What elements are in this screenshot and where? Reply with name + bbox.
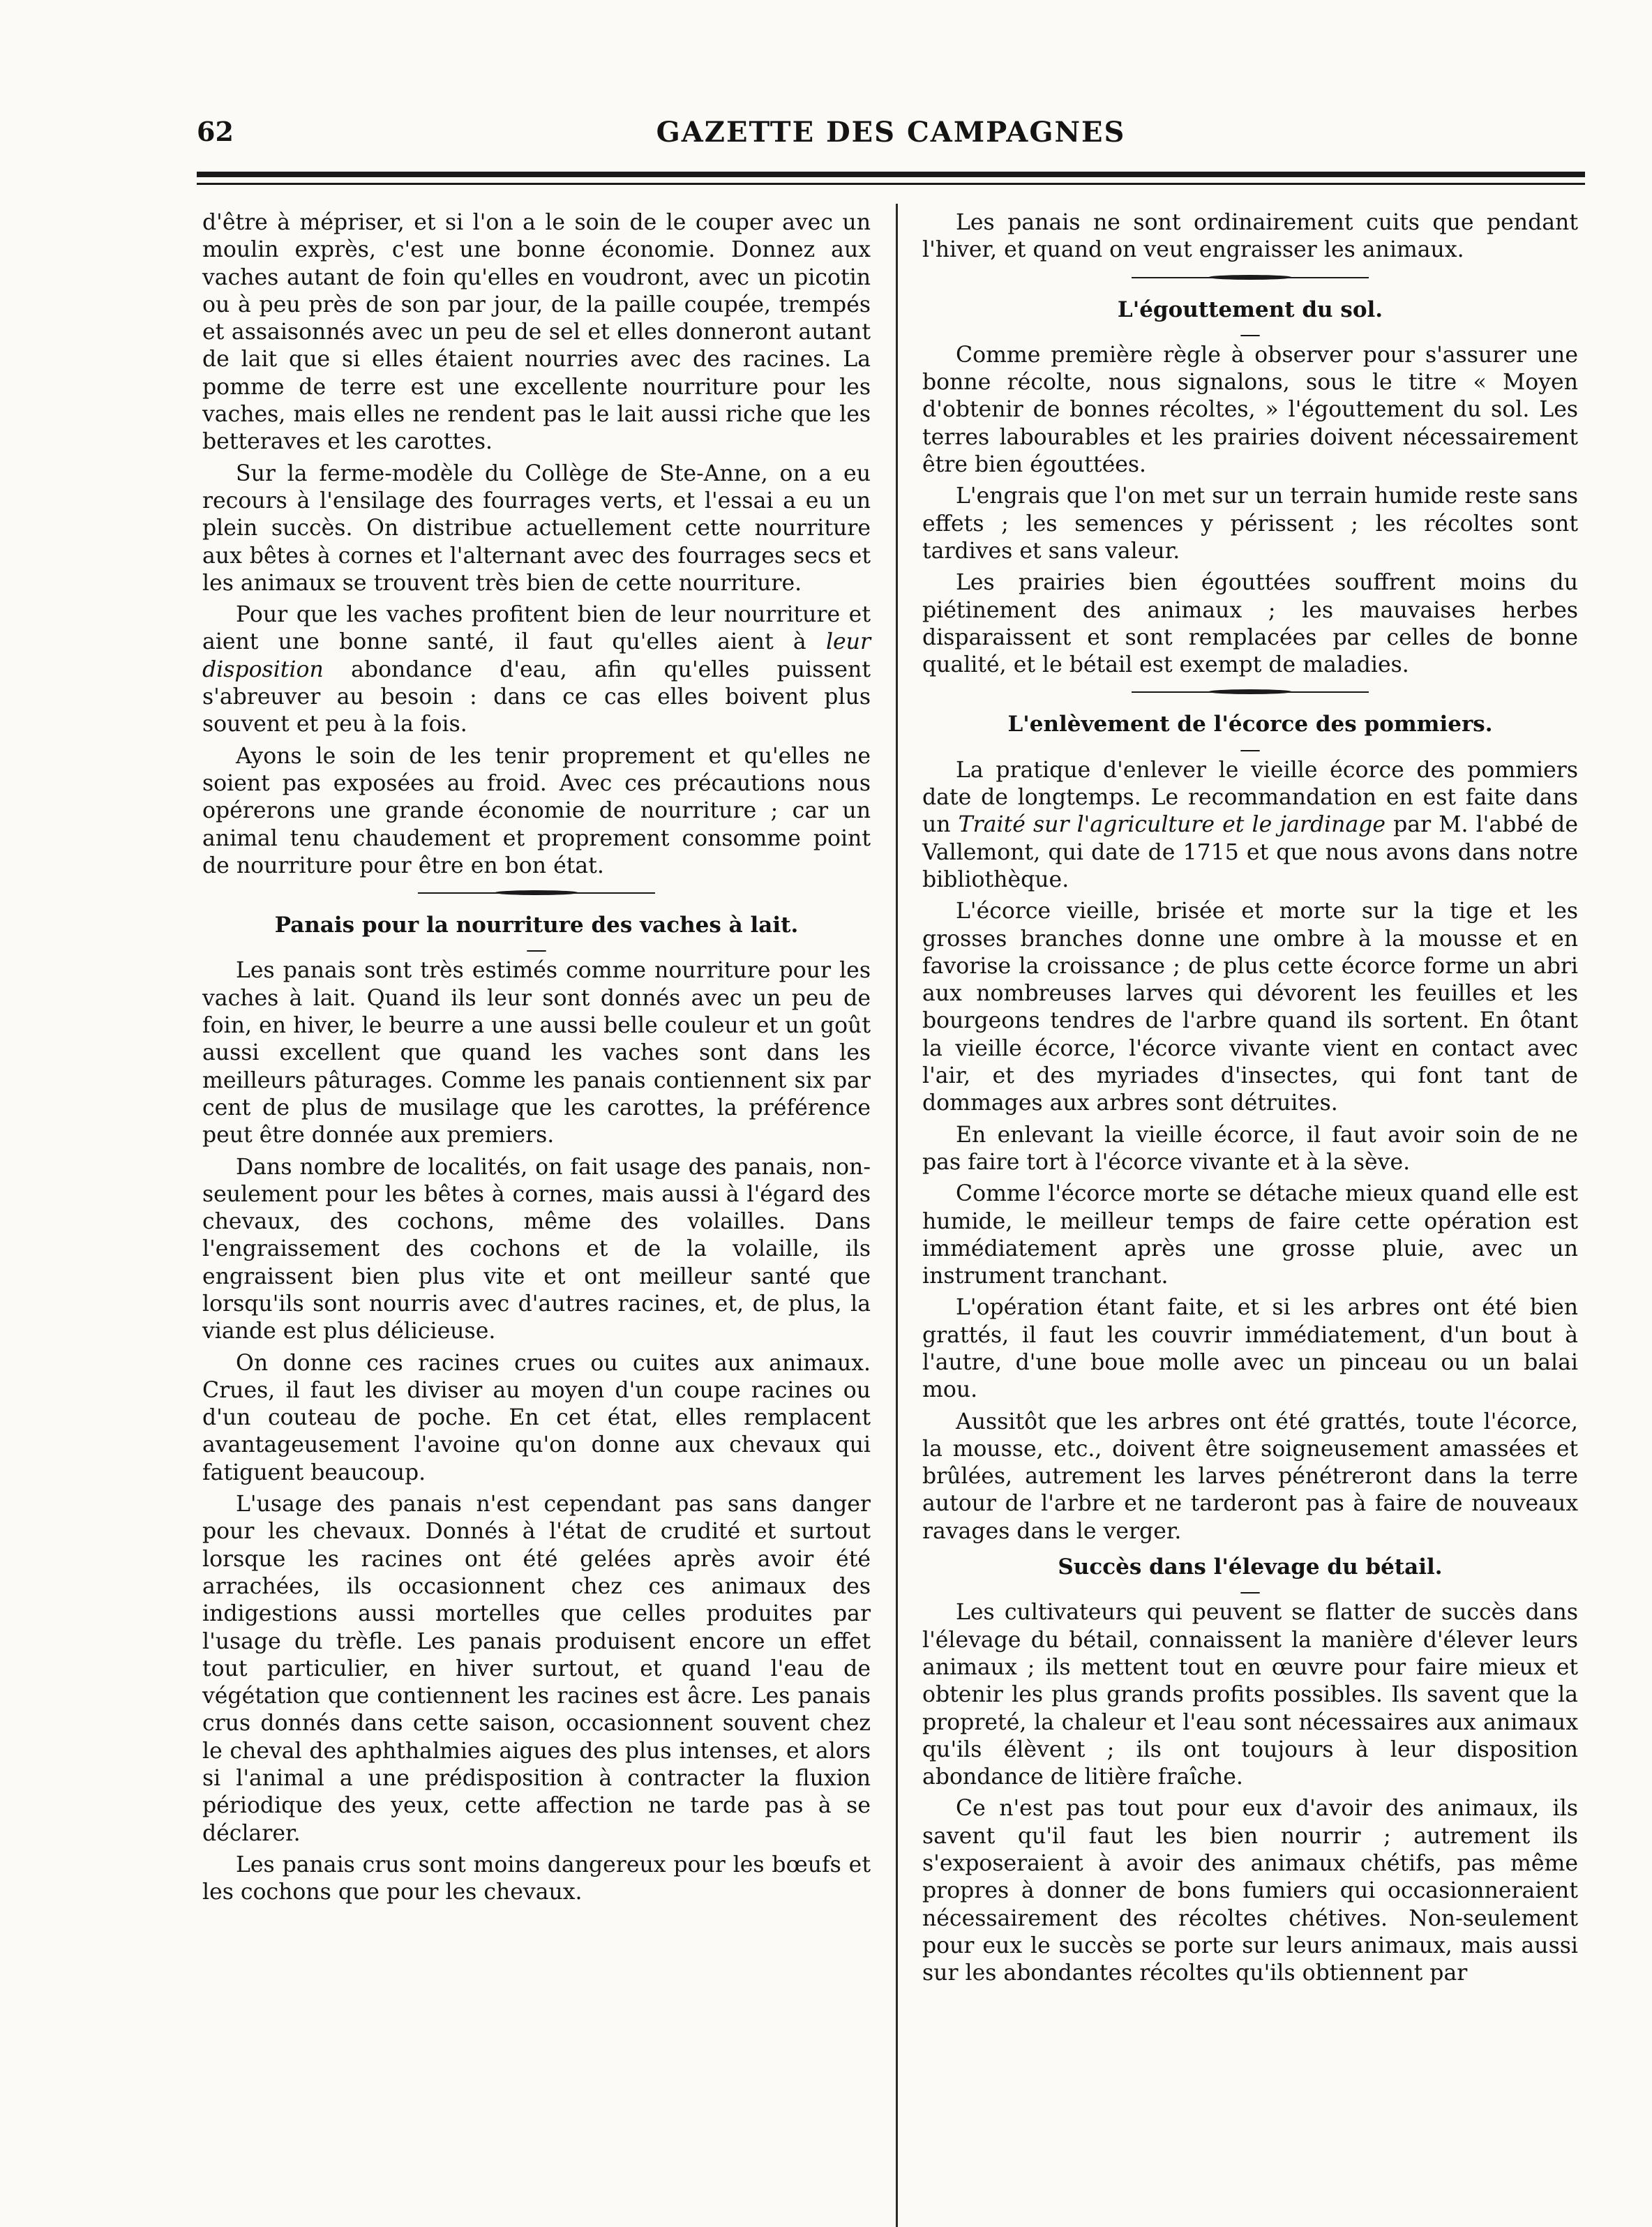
italic-book-title: Traité sur l'agriculture et le jardinage	[958, 812, 1386, 838]
paragraph: Sur la ferme-modèle du Collège de Ste-Anne, on a eu recours à l'ensilage des fourrages verts, et l'essai a eu un plein succès. On distribue actuellement cette nourriture aux bêtes à cornes et l'alternant avec des fourrages secs et les animaux se trouvent très bien de cette nourriture.	[202, 460, 871, 596]
paragraph: L'usage des panais n'est cependant pas sans danger pour les chevaux. Donnés à l'état de crudité et surtout lorsque les racines ont été gelées après avoir été arrachées, ils occasionnent chez ces animaux des indigestions aussi mortelles que celles produites par l'usage du trèfle. Les panais produisent encore un effet tout particulier, en hiver surtout, et quand l'eau de végétation que contiennent les racines est âcre. Les panais crus donnés dans cette saison, occasionnent souvent chez le cheval des aphthalmies aigues des plus intenses, et alors si l'animal a une prédisposition à contracter la fluxion périodique des yeux, cette affection ne tarde pas à se déclarer.	[202, 1492, 871, 1846]
paragraph: On donne ces racines crues ou cuites aux animaux. Crues, il faut les diviser au moyen d'un coupe racines ou d'un couteau de poche. En cet état, elles remplacent avantageusement l'avoine qu'on donne aux chevaux qui fatiguent beaucoup.	[202, 1350, 871, 1485]
title-dash: —	[1240, 322, 1261, 347]
right-column	[922, 209, 1578, 1992]
paragraph: L'écorce vieille, brisée et morte sur la tige et les grosses branches donne une ombre à la mousse et en favorise la croissance ; de plus cette écorce forme un abri aux nombreuses larves qui dévorent les feuilles et les bourgeons tendres de l'arbre quand ils sortent. En ôtant la vieille écorce, l'écorce vivante vient en contact avec l'air, et des myriades d'insectes, qui font tant de dommages aux arbres sont détruites.	[922, 899, 1578, 1116]
paragraph: Les prairies bien égouttées souffrent moins du piétinement des animaux ; les mauvaises herbes disparaissent et sont remplacées par celles de bonne qualité, et le bétail est exempt de maladies.	[922, 570, 1578, 678]
italic-phrase: leur disposition	[202, 629, 871, 682]
paragraph: Ayons le soin de les tenir proprement et qu'elles ne soient pas exposées au froid. Avec ces précautions nous opérerons une grande économie de nourriture ; car un animal tenu chaudement et proprement consomme point de nourriture pour être en bon état.	[202, 743, 871, 878]
paragraph: La pratique d'enlever le vieille écorce des pommiers date de longtemps. Le recommandation en est faite dans un Traité sur l'agriculture et le jardinage par M. l'abbé de Vallemont, qui date de 1715 et que nous avons dans notre bibliothèque.	[922, 757, 1578, 892]
paragraph: Comme l'écorce morte se détache mieux quand elle est humide, le meilleur temps de faire cette opération est immédiatement après une grosse pluie, avec un instrument tranchant.	[922, 1181, 1578, 1289]
paragraph: En enlevant la vieille écorce, il faut avoir soin de ne pas faire tort à l'écorce vivante et à la sève.	[922, 1122, 1578, 1175]
paragraph: Aussitôt que les arbres ont été grattés, toute l'écorce, la mousse, etc., doivent être soigneusement amassées et brûlées, autrement les larves pénétreront dans la terre autour de l'arbre et ne tarderont pas à faire de nouveaux ravages dans le verger.	[922, 1409, 1578, 1544]
paragraph: Pour que les vaches profitent bien de leur nourriture et aient une bonne santé, il faut qu'elles aient à leur disposition abondance d'eau, afin qu'elles puissent s'abreuver au besoin : dans ce cas elles boivent plus souvent et peu à la fois.	[202, 602, 871, 737]
running-title: GAZETTE DES CAMPAGNES	[656, 116, 1126, 149]
title-dash: —	[1240, 1580, 1261, 1605]
paragraph: Les panais crus sont moins dangereux pour les bœufs et les cochons que pour les chevaux.	[202, 1852, 871, 1905]
section-divider-ornament	[1132, 689, 1369, 696]
header-rule-thin	[197, 183, 1585, 185]
paragraph: Les panais sont très estimés comme nourriture pour les vaches à lait. Quand ils leur sont donnés avec un peu de foin, en hiver, le beurre a une aussi belle couleur et un goût aussi excellent que quand les vaches sont dans les meilleurs pâturages. Comme les panais contiennent six par cent de plus de musilage que les carottes, la préférence peut être donnée aux premiers.	[202, 958, 871, 1148]
header-rule-thick	[197, 172, 1585, 177]
column-rule	[896, 204, 898, 2227]
paragraph: L'engrais que l'on met sur un terrain humide reste sans effets ; les semences y périssent ; les récoltes sont tardives et sans valeur.	[922, 483, 1578, 564]
left-column	[202, 209, 871, 1911]
paragraph: Ce n'est pas tout pour eux d'avoir des animaux, ils savent qu'il faut les bien nourrir ; autrement ils s'exposeraient à avoir des animaux chétifs, pas même propres à donner de bons fumiers qui occasionneraient nécessairement des récoltes chétives. Non-seulement pour eux le succès se porte sur leurs animaux, mais aussi sur les abondantes récoltes qu'ils obtiennent par	[922, 1796, 1578, 1986]
title-dash: —	[526, 938, 547, 963]
section-title-succes: Succès dans l'élevage du bétail.	[1058, 1554, 1443, 1580]
paragraph: d'être à mépriser, et si l'on a le soin de le couper avec un moulin exprès, c'est une bonne économie. Donnez aux vaches autant de foin qu'elles en voudront, avec un picotin ou à peu près de son par jour, de la paille coupée, trempés et assaisonnés avec un peu de sel et elles donneront autant de lait que si elles étaient nourries avec des racines. La pomme de terre est une excellente nourriture pour les vaches, mais elles ne rendent pas le lait aussi riche que les betteraves et les carottes.	[202, 210, 871, 455]
paragraph: Dans nombre de localités, on fait usage des panais, non-seulement pour les bêtes à cornes, mais aussi à l'égard des chevaux, des cochons, même des volailles. Dans l'engraissement des cochons et de la volaille, ils engraissent bien plus vite et ont meilleur santé que lorsqu'ils sont nourris avec d'autres racines, et, de plus, la viande est plus délicieuse.	[202, 1154, 871, 1344]
section-divider-ornament	[1132, 274, 1369, 281]
paragraph: Les cultivateurs qui peuvent se flatter de succès dans l'élevage du bétail, connaissent la manière d'élever leurs animaux ; ils mettent tout en œuvre pour faire mieux et obtenir les plus grands profits possibles. Ils savent que la propreté, la chaleur et l'eau sont nécessaires aux animaux qu'ils élèvent ; ils ont toujours à leur disposition abondance de litière fraîche.	[922, 1600, 1578, 1790]
section-title-ecorce: L'enlèvement de l'écorce des pommiers.	[1007, 712, 1493, 737]
title-dash: —	[1240, 737, 1261, 762]
page-header	[197, 112, 1585, 153]
paragraph: L'opération étant faite, et si les arbres ont été bien grattés, il faut les couvrir immédiatement, d'un bout à l'autre, d'une boue molle avec un pinceau ou un balai mou.	[922, 1295, 1578, 1403]
section-title-egouttement: L'égouttement du sol.	[1117, 297, 1383, 322]
paragraph: Comme première règle à observer pour s'assurer une bonne récolte, nous signalons, sous le titre « Moyen d'obtenir de bonnes récoltes, » l'égouttement du sol. Les terres labourables et les prairies doivent nécessairement être bien égouttées.	[922, 342, 1578, 478]
page-number: 62	[197, 116, 234, 147]
paragraph: Les panais ne sont ordinairement cuits que pendant l'hiver, et quand on veut engraisser les animaux.	[922, 210, 1578, 263]
section-title-panais: Panais pour la nourriture des vaches à lait.	[274, 913, 799, 938]
section-divider-ornament	[418, 890, 655, 897]
